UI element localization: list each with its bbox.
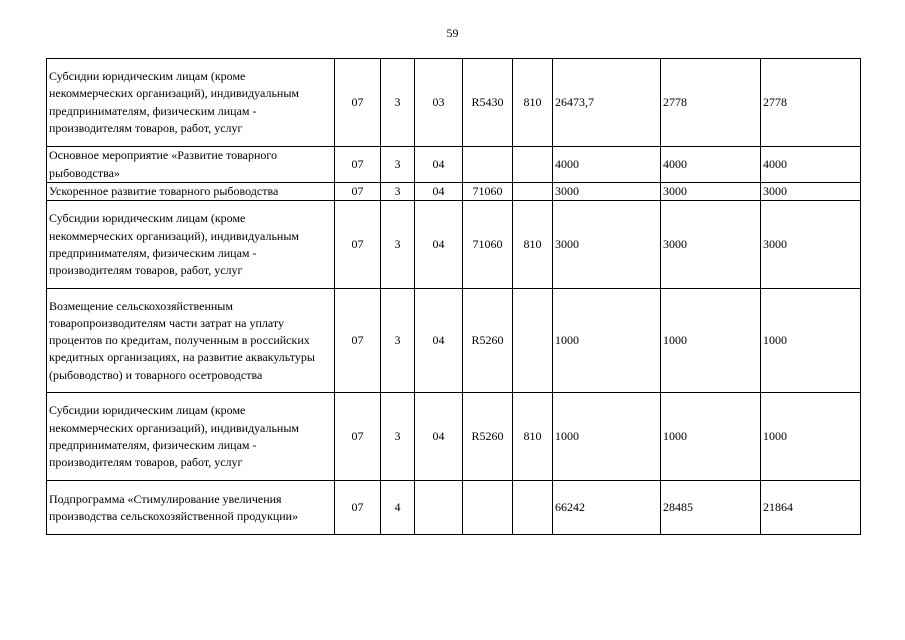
cell-subsection: 3 [381, 183, 415, 201]
table-row [47, 147, 861, 183]
table-row [47, 289, 861, 393]
cell-section: 07 [335, 289, 381, 393]
cell-sum-2: 2778 [661, 59, 761, 147]
cell-sum-3: 3000 [761, 183, 861, 201]
cell-subsection: 3 [381, 393, 415, 481]
cell-expense-type: 810 [513, 201, 553, 289]
cell-expense-type [513, 289, 553, 393]
cell-sum-1: 3000 [553, 201, 661, 289]
cell-sum-1: 1000 [553, 393, 661, 481]
table-row [47, 481, 861, 535]
table-body [47, 59, 861, 535]
row-name: Возмещение сельскохозяйственным товаропроизводителям части затрат на уплату процентов по кредитам, полученным в российских кредитных организациях, на развитие аквакультуры (рыбоводство) и товарного осетроводства [47, 289, 335, 393]
cell-program: 04 [415, 147, 463, 183]
cell-section: 07 [335, 147, 381, 183]
table-row [47, 201, 861, 289]
cell-expense-type [513, 481, 553, 535]
cell-target-article: R5430 [463, 59, 513, 147]
row-name: Ускоренное развитие товарного рыбоводства [47, 183, 335, 201]
row-name: Субсидии юридическим лицам (кроме некоммерческих организаций), индивидуальным предпринимателям, физическим лицам - производителям товаров, работ, услуг [47, 59, 335, 147]
cell-subsection: 3 [381, 147, 415, 183]
cell-subsection: 3 [381, 289, 415, 393]
cell-program: 04 [415, 393, 463, 481]
cell-sum-1: 3000 [553, 183, 661, 201]
cell-sum-3: 1000 [761, 393, 861, 481]
cell-sum-3: 1000 [761, 289, 861, 393]
cell-target-article: 71060 [463, 201, 513, 289]
cell-target-article: R5260 [463, 393, 513, 481]
cell-section: 07 [335, 59, 381, 147]
cell-expense-type [513, 147, 553, 183]
cell-section: 07 [335, 393, 381, 481]
cell-subsection: 4 [381, 481, 415, 535]
cell-sum-3: 21864 [761, 481, 861, 535]
cell-section: 07 [335, 183, 381, 201]
row-name: Подпрограмма «Стимулирование увеличения производства сельскохозяйственной продукции» [47, 481, 335, 535]
cell-sum-1: 66242 [553, 481, 661, 535]
cell-section: 07 [335, 201, 381, 289]
cell-expense-type [513, 183, 553, 201]
table-row [47, 393, 861, 481]
budget-table [46, 58, 861, 535]
cell-sum-2: 3000 [661, 201, 761, 289]
page-number: 59 [446, 26, 459, 40]
cell-sum-2: 1000 [661, 393, 761, 481]
row-name: Субсидии юридическим лицам (кроме некоммерческих организаций), индивидуальным предпринимателям, физическим лицам - производителям товаров, работ, услуг [47, 201, 335, 289]
row-name: Основное мероприятие «Развитие товарного рыбоводства» [47, 147, 335, 183]
cell-target-article [463, 147, 513, 183]
cell-subsection: 3 [381, 59, 415, 147]
cell-target-article: 71060 [463, 183, 513, 201]
cell-program: 04 [415, 289, 463, 393]
cell-sum-3: 4000 [761, 147, 861, 183]
cell-expense-type: 810 [513, 59, 553, 147]
cell-sum-2: 28485 [661, 481, 761, 535]
cell-sum-1: 1000 [553, 289, 661, 393]
cell-program [415, 481, 463, 535]
cell-sum-2: 3000 [661, 183, 761, 201]
cell-target-article [463, 481, 513, 535]
cell-sum-1: 4000 [553, 147, 661, 183]
row-name: Субсидии юридическим лицам (кроме некоммерческих организаций), индивидуальным предпринимателям, физическим лицам - производителям товаров, работ, услуг [47, 393, 335, 481]
cell-expense-type: 810 [513, 393, 553, 481]
table-row [47, 183, 861, 201]
cell-target-article: R5260 [463, 289, 513, 393]
cell-sum-3: 3000 [761, 201, 861, 289]
cell-sum-2: 4000 [661, 147, 761, 183]
cell-program: 03 [415, 59, 463, 147]
cell-sum-3: 2778 [761, 59, 861, 147]
table-row [47, 59, 861, 147]
cell-sum-1: 26473,7 [553, 59, 661, 147]
cell-program: 04 [415, 201, 463, 289]
cell-program: 04 [415, 183, 463, 201]
cell-section: 07 [335, 481, 381, 535]
cell-sum-2: 1000 [661, 289, 761, 393]
cell-subsection: 3 [381, 201, 415, 289]
